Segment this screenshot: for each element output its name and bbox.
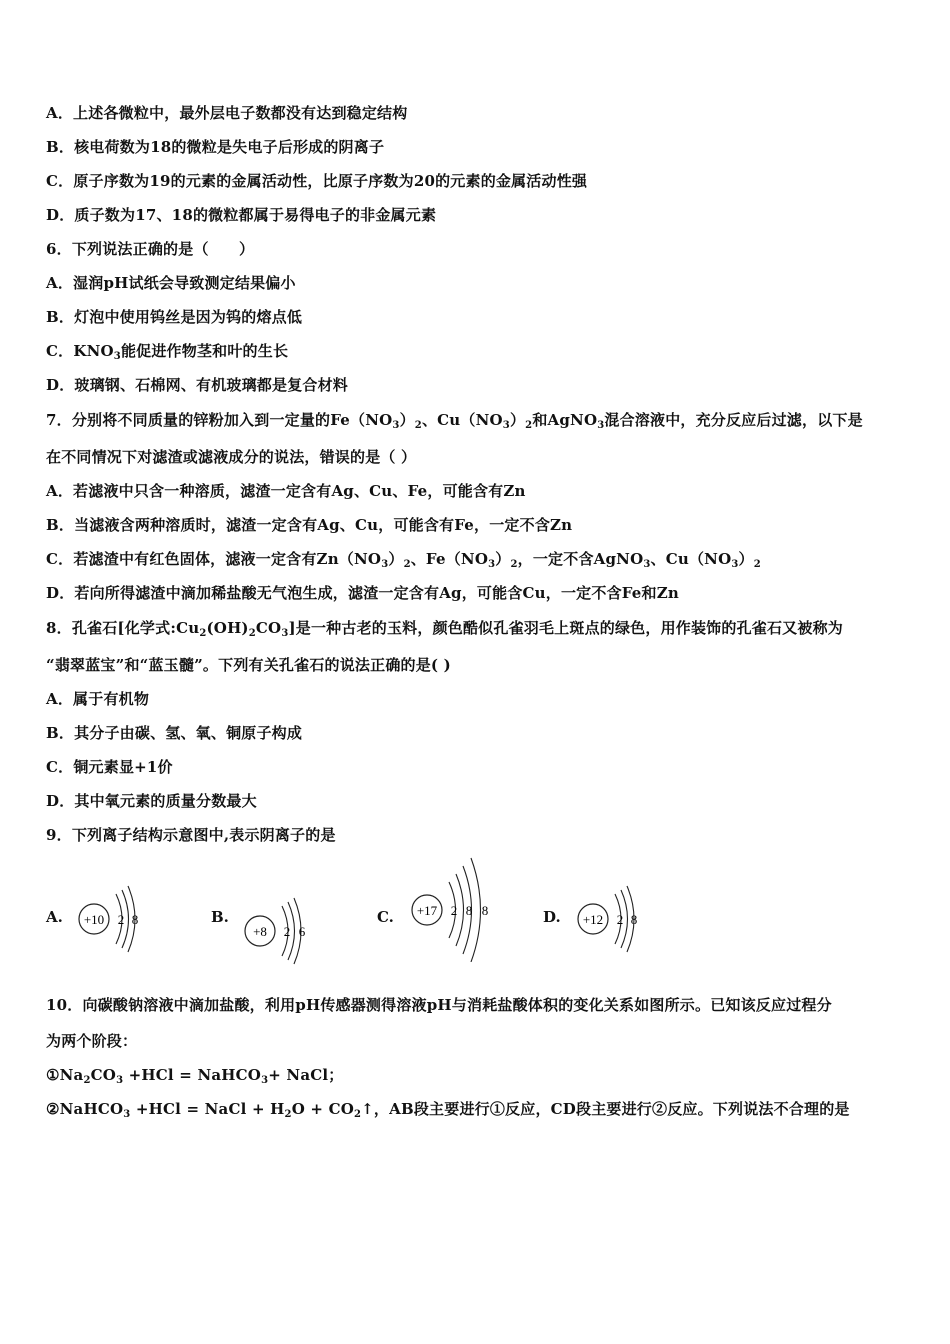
svg-text:8: 8 xyxy=(465,903,473,918)
q6-stem: 6．下列说法正确的是（ ） xyxy=(46,240,255,258)
q8-stem-line2: “翡翠蓝宝”和“蓝玉髓”。下列有关孔雀石的说法正确的是( ) xyxy=(46,656,451,674)
svg-text:2: 2 xyxy=(283,924,291,939)
svg-text:+10: +10 xyxy=(83,912,105,927)
q6-option-a: A．湿润pH试纸会导致测定结果偏小 xyxy=(46,274,296,292)
svg-text:+17: +17 xyxy=(416,903,438,918)
svg-text:+8: +8 xyxy=(253,924,267,939)
q9-option-c-letter: C. xyxy=(377,908,394,926)
q9-option-d-diagram xyxy=(573,872,653,962)
q9-ion-diagrams xyxy=(0,850,950,980)
q6-option-b: B．灯泡中使用钨丝是因为钨的熔点低 xyxy=(46,308,303,326)
q10-stem-line1: 10．向碳酸钠溶液中滴加盐酸，利用pH传感器测得溶液pH与消耗盐酸体积的变化关系如图所示。已知该反应过程分 xyxy=(46,996,832,1014)
q8-option-a: A．属于有机物 xyxy=(46,690,150,708)
svg-text:2: 2 xyxy=(450,903,458,918)
q7-option-b: B．当滤液含两种溶质时，滤渣一定含有Ag、Cu，可能含有Fe，一定不含Zn xyxy=(46,516,573,534)
q9-option-d-letter: D. xyxy=(543,908,561,926)
q5-option-b: B．核电荷数为18的微粒是失电子后形成的阴离子 xyxy=(46,138,385,156)
svg-text:8: 8 xyxy=(131,912,139,927)
q10-stem-line2: 为两个阶段： xyxy=(46,1032,138,1050)
q5-option-a: A．上述各微粒中，最外层电子数都没有达到稳定结构 xyxy=(46,104,408,122)
q10-equation-2: ②NaHCO$_3$ +HCl = NaCl + $H_2O$ + $CO_2↑$，AB段主要进行①反应，CD段主要进行②反应。下列说法不合理的是 xyxy=(46,1100,850,1120)
svg-text:8: 8 xyxy=(481,903,489,918)
svg-text:2: 2 xyxy=(117,912,125,927)
q8-option-c: C．铜元素显+1价 xyxy=(46,758,173,776)
q7-option-c: C．若滤渣中有红色固体，滤液一定含有$Zn(NO_3)_2$、$Fe(NO_3)_2$，一定不含AgNO$_3$、$Cu(NO_3)_2$ xyxy=(46,550,761,570)
q9-option-b-letter: B. xyxy=(211,908,229,926)
svg-text:8: 8 xyxy=(630,912,638,927)
q7-option-d: D．若向所得滤渣中滴加稀盐酸无气泡生成，滤渣一定含有Ag，可能含Cu，一定不含Fe和Zn xyxy=(46,584,680,602)
q8-option-b: B．其分子由碳、氢、氧、铜原子构成 xyxy=(46,724,303,742)
q5-option-d: D．质子数为17、18的微粒都属于易得电子的非金属元素 xyxy=(46,206,437,224)
q7-stem-line2: 在不同情况下对滤渣或滤液成分的说法，错误的是（ ） xyxy=(46,448,417,466)
q8-stem-line1: 8．孔雀石[化学式$:Cu_2(OH)_2CO_3$]是一种古老的玉料，颜色酷似孔雀羽毛上斑点的绿色，用作装饰的孔雀石又被称为 xyxy=(46,619,843,639)
q9-option-c-diagram xyxy=(405,852,505,962)
q9-stem: 9．下列离子结构示意图中,表示阴离子的是 xyxy=(46,826,336,844)
q9-option-a-diagram xyxy=(72,872,152,962)
q8-option-d: D．其中氧元素的质量分数最大 xyxy=(46,792,257,810)
q7-option-a: A．若滤液中只含一种溶质，滤渣一定含有Ag、Cu、Fe，可能含有Zn xyxy=(46,482,526,500)
q5-option-c: C．原子序数为19的元素的金属活动性，比原子序数为20的元素的金属活动性强 xyxy=(46,172,588,190)
svg-text:+12: +12 xyxy=(582,912,604,927)
q10-equation-1: $①Na_2CO_3 +HCl$ = NaHCO$_3$+ NaCl； xyxy=(46,1066,344,1086)
q6-option-c: C．$KNO_3$能促进作物茎和叶的生长 xyxy=(46,342,289,362)
svg-text:2: 2 xyxy=(616,912,624,927)
q9-option-b-diagram xyxy=(240,886,320,976)
q6-option-d: D．玻璃钢、石棉网、有机玻璃都是复合材料 xyxy=(46,376,349,394)
svg-text:6: 6 xyxy=(298,924,306,939)
q7-stem-line1: 7．分别将不同质量的锌粉加入到一定量的$Fe(NO_3)_2$、$Cu(NO_3)_2$和AgNO$_3$混合溶液中，充分反应后过滤，以下是 xyxy=(46,411,863,431)
q9-option-a-letter: A. xyxy=(46,908,63,926)
